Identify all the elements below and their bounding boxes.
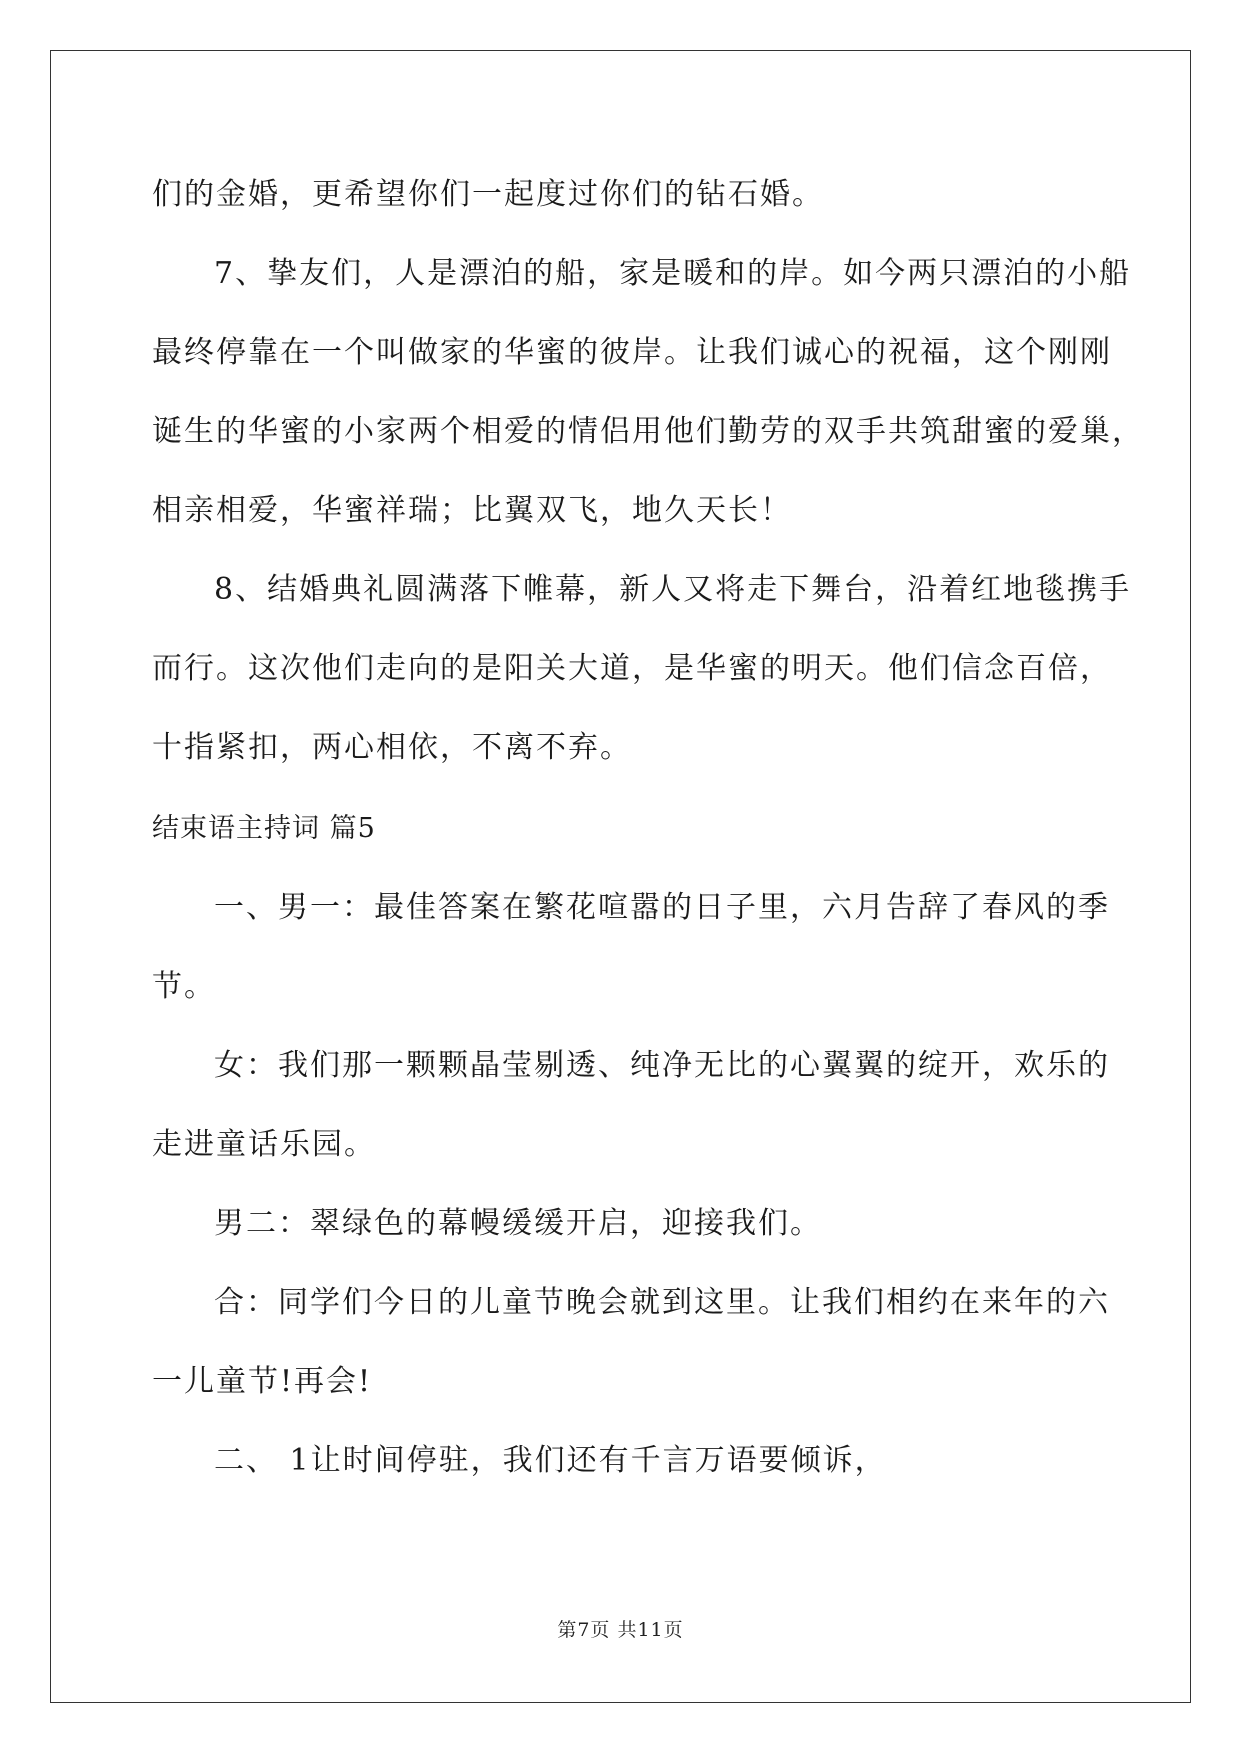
text-line: 诞生的华蜜的小家两个相爱的情侣用他们勤劳的双手共筑甜蜜的爱巢，	[152, 414, 1144, 449]
text-line: 一、男一：最佳答案在繁花喧嚣的日子里，六月告辞了春风的季	[214, 890, 1110, 925]
section-heading: 结束语主持词 篇5	[152, 813, 376, 844]
text-line: 8、结婚典礼圆满落下帷幕，新人又将走下舞台，沿着红地毯携手	[214, 572, 1132, 607]
text-line: 女：我们那一颗颗晶莹剔透、纯净无比的心翼翼的绽开，欢乐的	[214, 1048, 1110, 1083]
text-line: 十指紧扣，两心相依，不离不弃。	[152, 730, 632, 765]
text-line: 合：同学们今日的儿童节晚会就到这里。让我们相约在来年的六	[214, 1285, 1110, 1320]
text-line: 最终停靠在一个叫做家的华蜜的彼岸。让我们诚心的祝福，这个刚刚	[152, 335, 1112, 370]
page-footer: 第7页 共11页	[557, 1619, 684, 1641]
text-line: 相亲相爱，华蜜祥瑞；比翼双飞，地久天长！	[152, 493, 792, 528]
text-line: 二、 1让时间停驻，我们还有千言万语要倾诉，	[214, 1443, 887, 1478]
text-line: 7、挚友们，人是漂泊的船，家是暖和的岸。如今两只漂泊的小船	[214, 256, 1132, 291]
text-line: 走进童话乐园。	[152, 1127, 376, 1162]
text-line: 们的金婚，更希望你们一起度过你们的钻石婚。	[152, 177, 824, 212]
text-line: 节。	[152, 969, 216, 1004]
text-line: 男二：翠绿色的幕幔缓缓开启，迎接我们。	[214, 1206, 822, 1241]
text-line: 一儿童节!再会!	[152, 1364, 373, 1399]
text-line: 而行。这次他们走向的是阳关大道，是华蜜的明天。他们信念百倍，	[152, 651, 1112, 686]
